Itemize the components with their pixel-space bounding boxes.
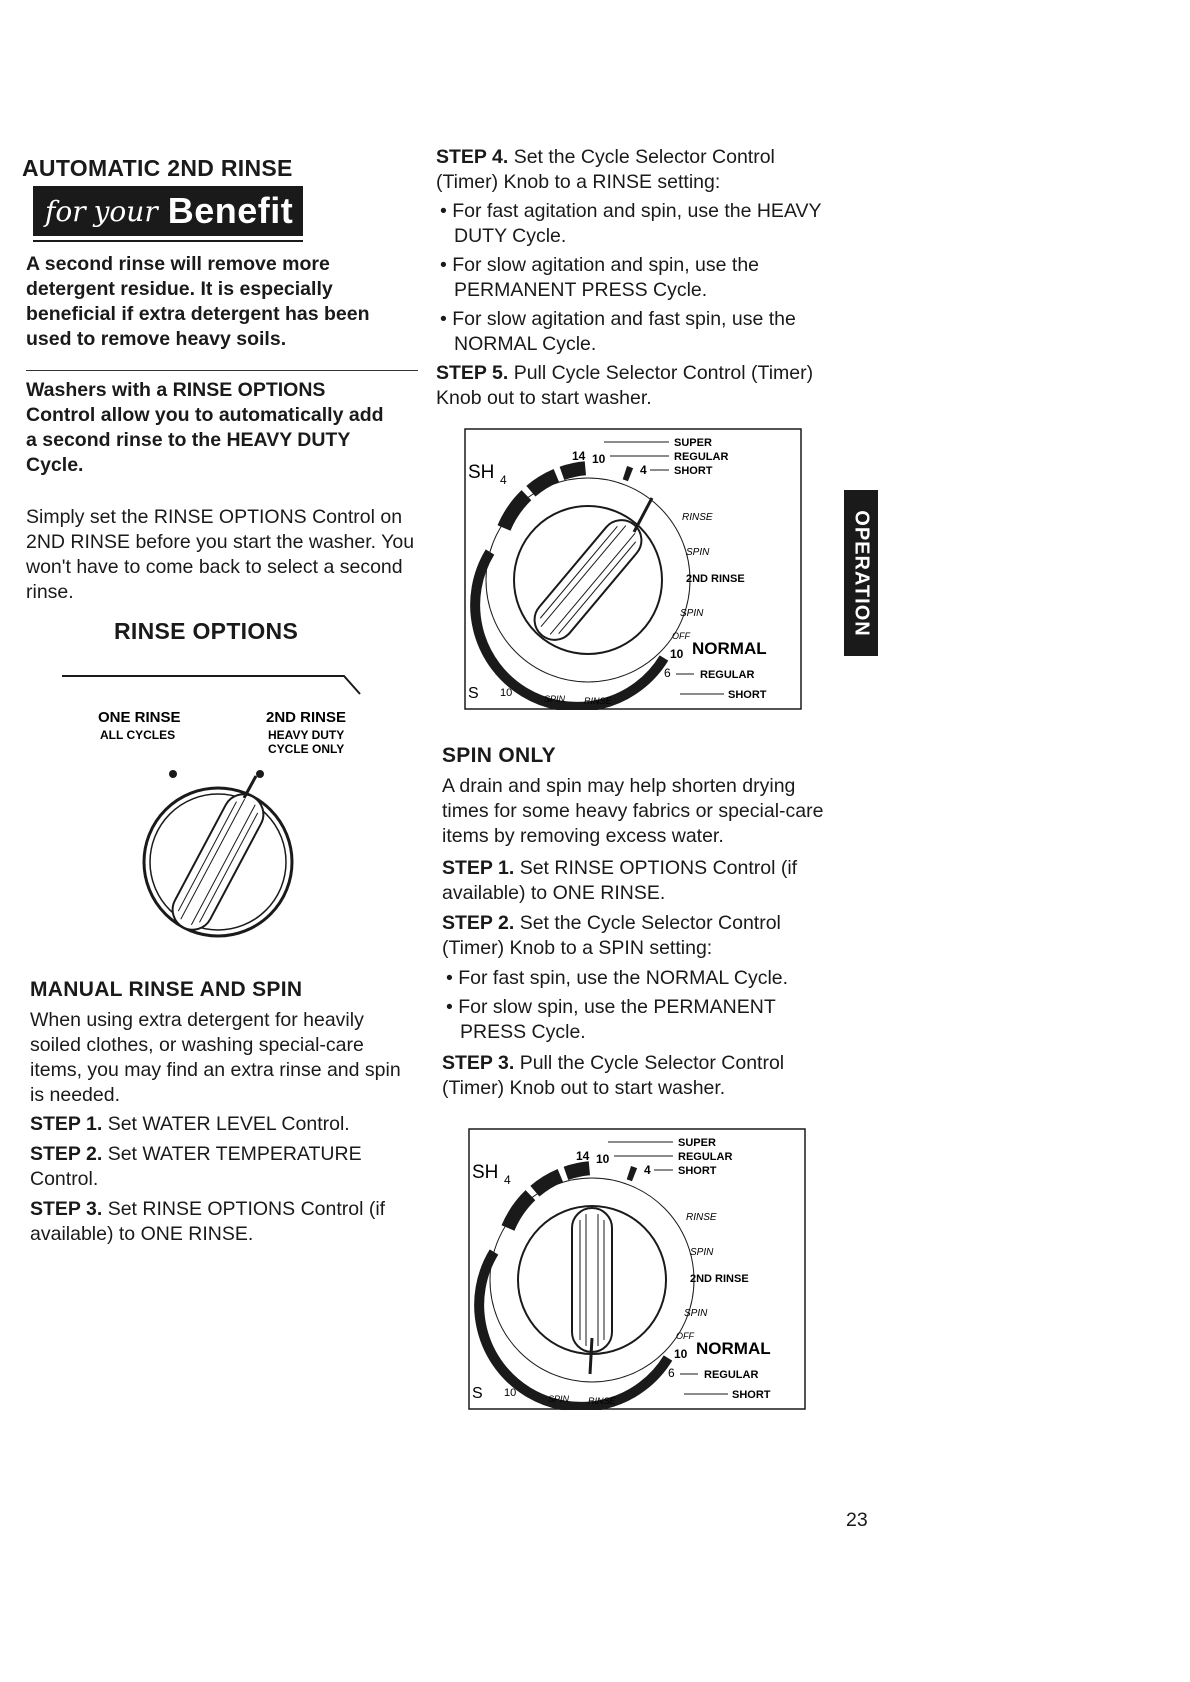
svg-text:10: 10 [670,647,684,661]
rinse-options-heading: RINSE OPTIONS [114,618,299,644]
step-4-bullet-2: • For slow agitation and spin, use the PERMANENT PRESS Cycle. [440,254,760,301]
spin-text: A drain and spin may help shorten drying times for some heavy fabrics or special-care items by removing excess water. [442,775,824,847]
manual-step-3: STEP 3. Set RINSE OPTIONS Control (if available) to ONE RINSE. [30,1198,386,1245]
spin-step-2: STEP 2. Set the Cycle Selector Control (Timer) Knob to a SPIN setting: [442,912,781,959]
svg-text:4: 4 [504,1173,511,1187]
spin-step-3: STEP 3. Pull the Cycle Selector Control (Timer) Knob out to start washer. [442,1052,785,1099]
svg-text:2ND RINSE: 2ND RINSE [690,1273,749,1285]
page-number: 23 [846,1509,868,1531]
svg-text:SHORT: SHORT [678,1165,717,1177]
rinse-options-dial [60,660,390,960]
section-divider [26,370,418,371]
svg-text:SPIN: SPIN [548,1394,570,1404]
svg-text:6: 6 [668,1366,675,1380]
spin-step-1: STEP 1. Set RINSE OPTIONS Control (if available) to ONE RINSE. [442,857,798,904]
benefit-text: A second rinse will remove more detergent residue. It is especially beneficial if extra detergent has been used to remove heavy soils. [26,253,370,350]
manual-steps [30,1112,420,1252]
automatic-2nd-rinse-heading: AUTOMATIC 2ND RINSE [22,155,293,181]
svg-text:4: 4 [640,463,647,477]
all-cycles-label: ALL CYCLES [100,728,176,742]
washers-text: Washers with a RINSE OPTIONS Control allow you to automatically add a second rinse to the HEAVY DUTY Cycle. [26,379,384,476]
svg-text:SPIN: SPIN [684,1308,708,1319]
timer-dial-spin [468,1128,808,1410]
one-rinse-label: ONE RINSE [98,709,181,726]
svg-text:RINSE: RINSE [686,1212,717,1223]
step-4-bullet-3: • For slow agitation and fast spin, use the NORMAL Cycle. [440,308,796,355]
svg-text:S: S [472,1385,483,1402]
svg-text:SPIN: SPIN [690,1247,714,1258]
one-rinse-dot [169,770,177,778]
rinse-steps [436,145,826,411]
heavy-duty-label: HEAVY DUTY [268,728,345,742]
simply-text: Simply set the RINSE OPTIONS Control on 2ND RINSE before you start the washer. You won't have to come back to select a second rinse. [26,506,415,603]
svg-text:10: 10 [592,452,606,466]
svg-text:14: 14 [576,1149,590,1163]
svg-text:10: 10 [500,687,513,699]
svg-text:SH: SH [472,1162,499,1183]
svg-text:4: 4 [500,473,507,487]
svg-text:SHORT: SHORT [732,1389,771,1401]
timer-dial-rinse [464,428,804,710]
for-your-benefit-banner [33,186,303,236]
svg-text:4: 4 [644,1163,651,1177]
manual-rinse-heading: MANUAL RINSE AND SPIN [30,978,303,1001]
regular-label: REGULAR [674,451,729,463]
svg-text:SUPER: SUPER [678,1137,716,1149]
svg-text:REGULAR: REGULAR [678,1151,733,1163]
banner-for: for [45,194,86,228]
dial-knob [166,787,271,936]
svg-text:SPIN: SPIN [680,608,704,619]
svg-text:10: 10 [674,1347,688,1361]
svg-text:RINSE: RINSE [588,1396,616,1406]
svg-text:NORMAL: NORMAL [696,1339,771,1358]
super-label: SUPER [674,437,712,449]
spin-steps [442,856,840,1101]
sh-label: SH [468,462,495,483]
banner-underline [33,240,303,242]
step-4: STEP 4. Set the Cycle Selector Control (Timer) Knob to a RINSE setting: [436,146,775,193]
spin-label: SPIN [686,547,710,558]
spin-bullet-2: • For slow spin, use the PERMANENT PRESS Cycle. [446,996,776,1043]
svg-text:SPIN: SPIN [544,694,566,704]
svg-text:6: 6 [664,666,671,680]
svg-text:REGULAR: REGULAR [704,1369,759,1381]
manual-step-1: STEP 1. Set WATER LEVEL Control. [30,1113,350,1135]
spin-bullet-1: • For fast spin, use the NORMAL Cycle. [446,967,789,989]
spin-only-heading: SPIN ONLY [442,744,556,767]
svg-text:SHORT: SHORT [728,689,767,701]
svg-text:OFF: OFF [676,1331,694,1341]
svg-text:14: 14 [572,449,586,463]
manual-text: When using extra detergent for heavily soiled clothes, or washing special-care items, you may find an extra rinse and spin is needed. [30,1009,401,1106]
second-rinse-label: 2ND RINSE [266,709,347,726]
operation-side-tab: OPERATION [844,490,878,656]
svg-text:10: 10 [596,1152,610,1166]
banner-benefit: Benefit [167,190,294,231]
second-rinse-marker: 2ND RINSE [686,573,745,585]
svg-text:REGULAR: REGULAR [700,669,755,681]
dial-leader-line [62,676,360,694]
step-4-bullet-1: • For fast agitation and spin, use the HEAVY DUTY Cycle. [440,200,822,247]
svg-text:S: S [468,685,479,702]
short-label: SHORT [674,465,713,477]
svg-text:OFF: OFF [672,631,690,641]
banner-your: your [93,194,158,228]
normal-label: NORMAL [692,639,767,658]
rinse-label: RINSE [682,512,713,523]
svg-text:10: 10 [504,1387,517,1399]
svg-text:RINSE: RINSE [584,696,612,706]
timer-knob-2 [572,1208,612,1352]
manual-step-2: STEP 2. Set WATER TEMPERATURE Control. [30,1143,362,1190]
step-5: STEP 5. Pull Cycle Selector Control (Timer) Knob out to start washer. [436,362,814,409]
cycle-only-label: CYCLE ONLY [268,742,345,756]
